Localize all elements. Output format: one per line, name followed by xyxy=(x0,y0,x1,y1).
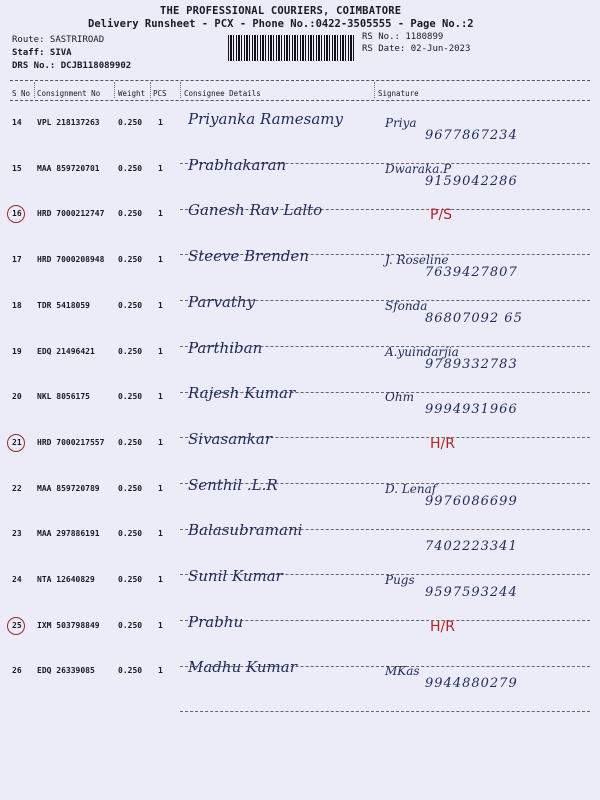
row-divider xyxy=(180,711,590,712)
consignee-name: Parvathy xyxy=(188,292,256,311)
consignment-number: NTA 12640829 xyxy=(37,575,95,584)
receiver-phone: 7639427807 xyxy=(425,265,518,281)
consignee-name: Sivasankar xyxy=(188,429,272,448)
consignment-number: MAA 859720701 xyxy=(37,163,100,173)
table-row xyxy=(0,612,600,667)
col-divider xyxy=(374,82,375,98)
status-mark: H/R xyxy=(430,435,455,452)
weight-value: 0.250 xyxy=(118,575,143,584)
pieces-count: 1 xyxy=(158,209,163,219)
weight-value: 0.250 xyxy=(118,346,143,356)
receiver-phone: 7402223341 xyxy=(425,539,518,555)
status-mark: H/R xyxy=(430,618,455,635)
weight-value: 0.250 xyxy=(118,209,143,219)
table-row xyxy=(0,292,600,347)
consignment-number: TDR 5418059 xyxy=(37,300,90,310)
pieces-count: 1 xyxy=(158,255,163,265)
receiver-phone: 9976086699 xyxy=(425,493,518,509)
consignment-number: EDQ 26339085 xyxy=(37,666,95,676)
receiver-phone: 9944880279 xyxy=(425,676,518,692)
consignee-name: Steeve Brenden xyxy=(188,247,310,266)
receiver-phone: 86807092 65 xyxy=(425,310,523,326)
pieces-count: 1 xyxy=(158,300,163,310)
col-sno: S No xyxy=(12,89,31,98)
col-divider xyxy=(34,82,35,98)
table-row xyxy=(0,247,600,301)
serial-number: 22 xyxy=(12,483,22,493)
signature: D. Lenaf xyxy=(385,481,437,496)
staff-label: Staff: SIVA xyxy=(12,48,72,58)
signature: J. Roseline xyxy=(385,253,449,268)
consignee-name: Priyanka Ramesamy xyxy=(188,110,343,128)
pieces-count: 1 xyxy=(158,437,163,447)
serial-number: 16 xyxy=(12,209,22,219)
weight-value: 0.250 xyxy=(118,437,143,447)
consignment-number: HRD 7000212747 xyxy=(37,209,105,219)
weight-value: 0.250 xyxy=(118,483,143,493)
col-divider xyxy=(150,82,151,98)
signature: Pugs xyxy=(385,573,415,587)
weight-value: 0.250 xyxy=(118,392,143,402)
col-pcs: PCS xyxy=(153,89,167,98)
circled-mark xyxy=(7,617,25,635)
consignment-number: NKL 8056175 xyxy=(37,392,90,402)
barcode xyxy=(228,35,356,61)
circled-mark xyxy=(7,205,25,223)
status-mark: P/S xyxy=(430,207,453,224)
receiver-phone: 9677867234 xyxy=(425,128,518,143)
pieces-count: 1 xyxy=(158,529,163,539)
drs-number: DRS No.: DCJB118089902 xyxy=(12,61,132,71)
receiver-phone: 9159042286 xyxy=(425,173,518,189)
receiver-phone: 9789332783 xyxy=(425,356,518,372)
header-divider xyxy=(10,100,590,101)
pieces-count: 1 xyxy=(158,666,163,676)
weight-value: 0.250 xyxy=(118,163,143,173)
consignment-number: EDQ 21496421 xyxy=(37,346,95,356)
serial-number: 18 xyxy=(12,300,22,310)
consignee-name: Prabhu xyxy=(188,612,244,631)
consignee-name: Sunil Kumar xyxy=(188,567,283,585)
weight-value: 0.250 xyxy=(118,255,143,265)
signature: Ohm xyxy=(385,390,414,405)
rs-date: RS Date: 02-Jun-2023 xyxy=(362,44,471,54)
signature: Priya xyxy=(385,116,417,130)
serial-number: 26 xyxy=(12,666,22,676)
weight-value: 0.250 xyxy=(118,118,143,127)
pieces-count: 1 xyxy=(158,346,163,356)
consignment-number: HRD 7000208948 xyxy=(37,255,105,265)
rs-number: RS No.: 1180899 xyxy=(362,32,444,42)
serial-number: 15 xyxy=(12,163,22,173)
serial-number: 23 xyxy=(12,529,22,539)
consignment-number: VPL 218137263 xyxy=(37,118,100,127)
consignment-number: IXM 503798849 xyxy=(37,620,100,630)
col-divider xyxy=(180,82,181,98)
consignee-name: Ganesh Rav Lalto xyxy=(188,201,323,220)
serial-number: 24 xyxy=(12,575,22,584)
circled-mark xyxy=(7,434,25,452)
consignee-name: Madhu Kumar xyxy=(188,658,297,677)
signature: A.yuindarjia xyxy=(385,344,459,359)
table-row xyxy=(0,384,600,438)
weight-value: 0.250 xyxy=(118,529,143,539)
col-signature: Signature xyxy=(378,89,419,98)
weight-value: 0.250 xyxy=(118,666,143,676)
table-row xyxy=(0,567,600,621)
consignee-name: Prabhakaran xyxy=(188,155,287,174)
consignee-name: Parthiban xyxy=(188,338,263,357)
consignee-name: Balasubramani xyxy=(188,521,303,540)
pieces-count: 1 xyxy=(158,620,163,630)
table-row xyxy=(0,429,600,484)
col-weight: Weight xyxy=(118,89,146,98)
col-divider xyxy=(114,82,115,98)
pieces-count: 1 xyxy=(158,392,163,402)
col-consignee: Consignee Details xyxy=(184,89,261,98)
serial-number: 19 xyxy=(12,346,22,356)
consignment-number: MAA 859720789 xyxy=(37,483,100,493)
receiver-phone: 9994931966 xyxy=(425,402,518,418)
table-row xyxy=(0,110,600,164)
consignment-number: HRD 7000217557 xyxy=(37,437,105,447)
runsheet-subtitle: Delivery Runsheet - PCX - Phone No.:0422-3505555 - Page No.:2 xyxy=(88,18,474,30)
signature: Dwaraka.P xyxy=(385,161,452,176)
table-row xyxy=(0,521,600,575)
consignment-number: MAA 297886191 xyxy=(37,529,100,539)
pieces-count: 1 xyxy=(158,483,163,493)
consignee-name: Rajesh Kumar xyxy=(188,384,296,403)
serial-number: 21 xyxy=(12,437,22,447)
signature: MKas xyxy=(385,664,420,679)
company-title: THE PROFESSIONAL COURIERS, COIMBATORE xyxy=(160,5,402,17)
pieces-count: 1 xyxy=(158,118,163,127)
pieces-count: 1 xyxy=(158,163,163,173)
serial-number: 20 xyxy=(12,392,22,402)
route-label: Route: SASTRIROAD xyxy=(12,35,105,45)
table-row xyxy=(0,658,600,712)
header-divider xyxy=(10,80,590,81)
serial-number: 17 xyxy=(12,255,22,265)
serial-number: 25 xyxy=(12,620,22,630)
consignee-name: Senthil .L.R xyxy=(188,475,278,494)
weight-value: 0.250 xyxy=(118,300,143,310)
serial-number: 14 xyxy=(12,118,22,127)
weight-value: 0.250 xyxy=(118,620,143,630)
table-row xyxy=(0,338,600,393)
pieces-count: 1 xyxy=(158,575,163,584)
signature: Sfonda xyxy=(385,298,428,313)
col-consignment: Consignment No xyxy=(37,89,101,98)
receiver-phone: 9597593244 xyxy=(425,585,518,600)
